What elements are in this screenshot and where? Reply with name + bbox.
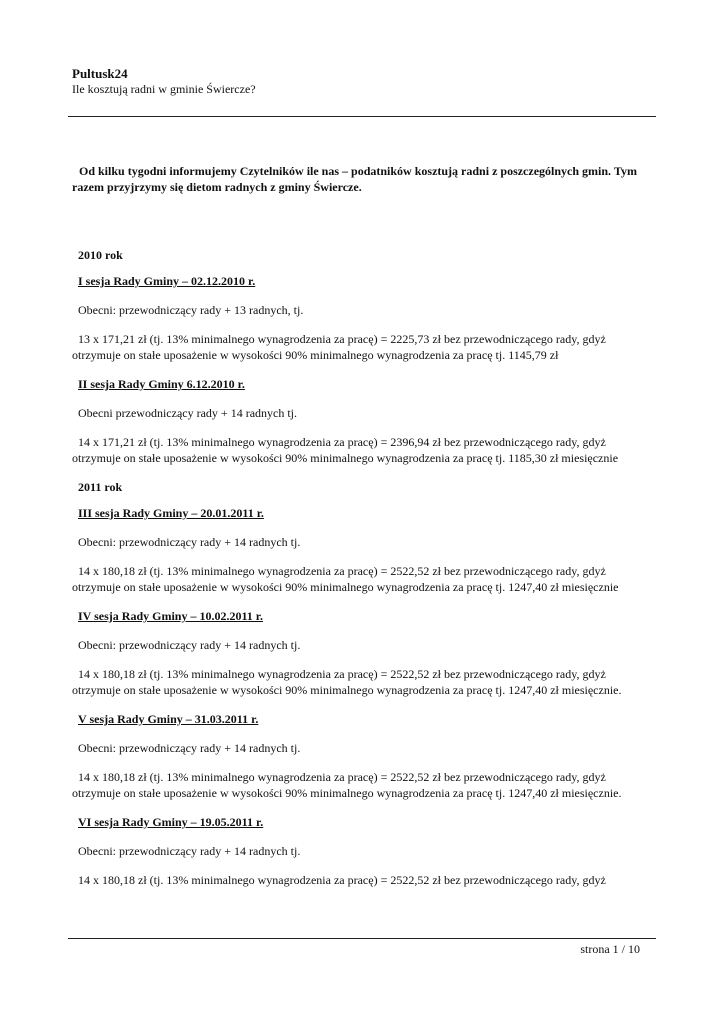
session-attendance: Obecni: przewodniczący rady + 14 radnych tj. <box>78 844 301 858</box>
session-calculation: 14 x 171,21 zł (tj. 13% minimalnego wynagrodzenia za pracę) = 2396,94 zł bez przewodniczącego rady, gdyż otrzymuje on stałe uposażenie w wysokości 90% minimalnego wynagrodzenia za pracę tj. 1185,30 zł miesięcznie <box>72 435 619 465</box>
session-calculation: 14 x 180,18 zł (tj. 13% minimalnego wynagrodzenia za pracę) = 2522,52 zł bez przewodniczącego rady, gdyż otrzymuje on stałe uposażenie w wysokości 90% minimalnego wynagrodzenia za pracę tj. 1247,40 zł miesięcznie <box>72 564 619 594</box>
session-calculation: 14 x 180,18 zł (tj. 13% minimalnego wynagrodzenia za pracę) = 2522,52 zł bez przewodniczącego rady, gdyż <box>78 873 606 887</box>
session-title: VI sesja Rady Gminy – 19.05.2011 r. <box>78 815 264 829</box>
year-heading-2010: 2010 rok <box>78 248 123 262</box>
session-attendance: Obecni: przewodniczący rady + 13 radnych, tj. <box>78 303 304 317</box>
document-header <box>72 66 256 96</box>
session-title: II sesja Rady Gminy 6.12.2010 r. <box>78 377 245 391</box>
article-body <box>72 163 652 901</box>
header-divider <box>68 116 656 117</box>
session-title: I sesja Rady Gminy – 02.12.2010 r. <box>78 274 256 288</box>
article-title: Ile kosztują radni w gminie Świercze? <box>72 82 256 96</box>
year-heading-2011: 2011 rok <box>78 480 123 494</box>
session-attendance: Obecni: przewodniczący rady + 14 radnych tj. <box>78 535 301 549</box>
intro-paragraph: Od kilku tygodni informujemy Czytelników ile nas – podatników kosztują radni z poszczególnych gmin. Tym razem przyjrzymy się dietom radnych z gminy Świercze. <box>72 164 637 194</box>
session-title: V sesja Rady Gminy – 31.03.2011 r. <box>78 712 259 726</box>
page-number: strona 1 / 10 <box>580 942 640 956</box>
session-attendance: Obecni przewodniczący rady + 14 radnych tj. <box>78 406 298 420</box>
footer-divider <box>68 938 656 939</box>
session-title: III sesja Rady Gminy – 20.01.2011 r. <box>78 506 264 520</box>
site-title: Pultusk24 <box>72 66 128 81</box>
session-title: IV sesja Rady Gminy – 10.02.2011 r. <box>78 609 264 623</box>
session-calculation: 13 x 171,21 zł (tj. 13% minimalnego wynagrodzenia za pracę) = 2225,73 zł bez przewodniczącego rady, gdyż otrzymuje on stałe uposażenie w wysokości 90% minimalnego wynagrodzenia za pracę tj. 1145,79 zł <box>72 332 606 362</box>
session-attendance: Obecni: przewodniczący rady + 14 radnych tj. <box>78 741 301 755</box>
session-calculation: 14 x 180,18 zł (tj. 13% minimalnego wynagrodzenia za pracę) = 2522,52 zł bez przewodniczącego rady, gdyż otrzymuje on stałe uposażenie w wysokości 90% minimalnego wynagrodzenia za pracę tj. 1247,40 zł miesięcznie. <box>72 667 622 697</box>
session-calculation: 14 x 180,18 zł (tj. 13% minimalnego wynagrodzenia za pracę) = 2522,52 zł bez przewodniczącego rady, gdyż otrzymuje on stałe uposażenie w wysokości 90% minimalnego wynagrodzenia za pracę tj. 1247,40 zł miesięcznie. <box>72 770 622 800</box>
session-attendance: Obecni: przewodniczący rady + 14 radnych tj. <box>78 638 301 652</box>
